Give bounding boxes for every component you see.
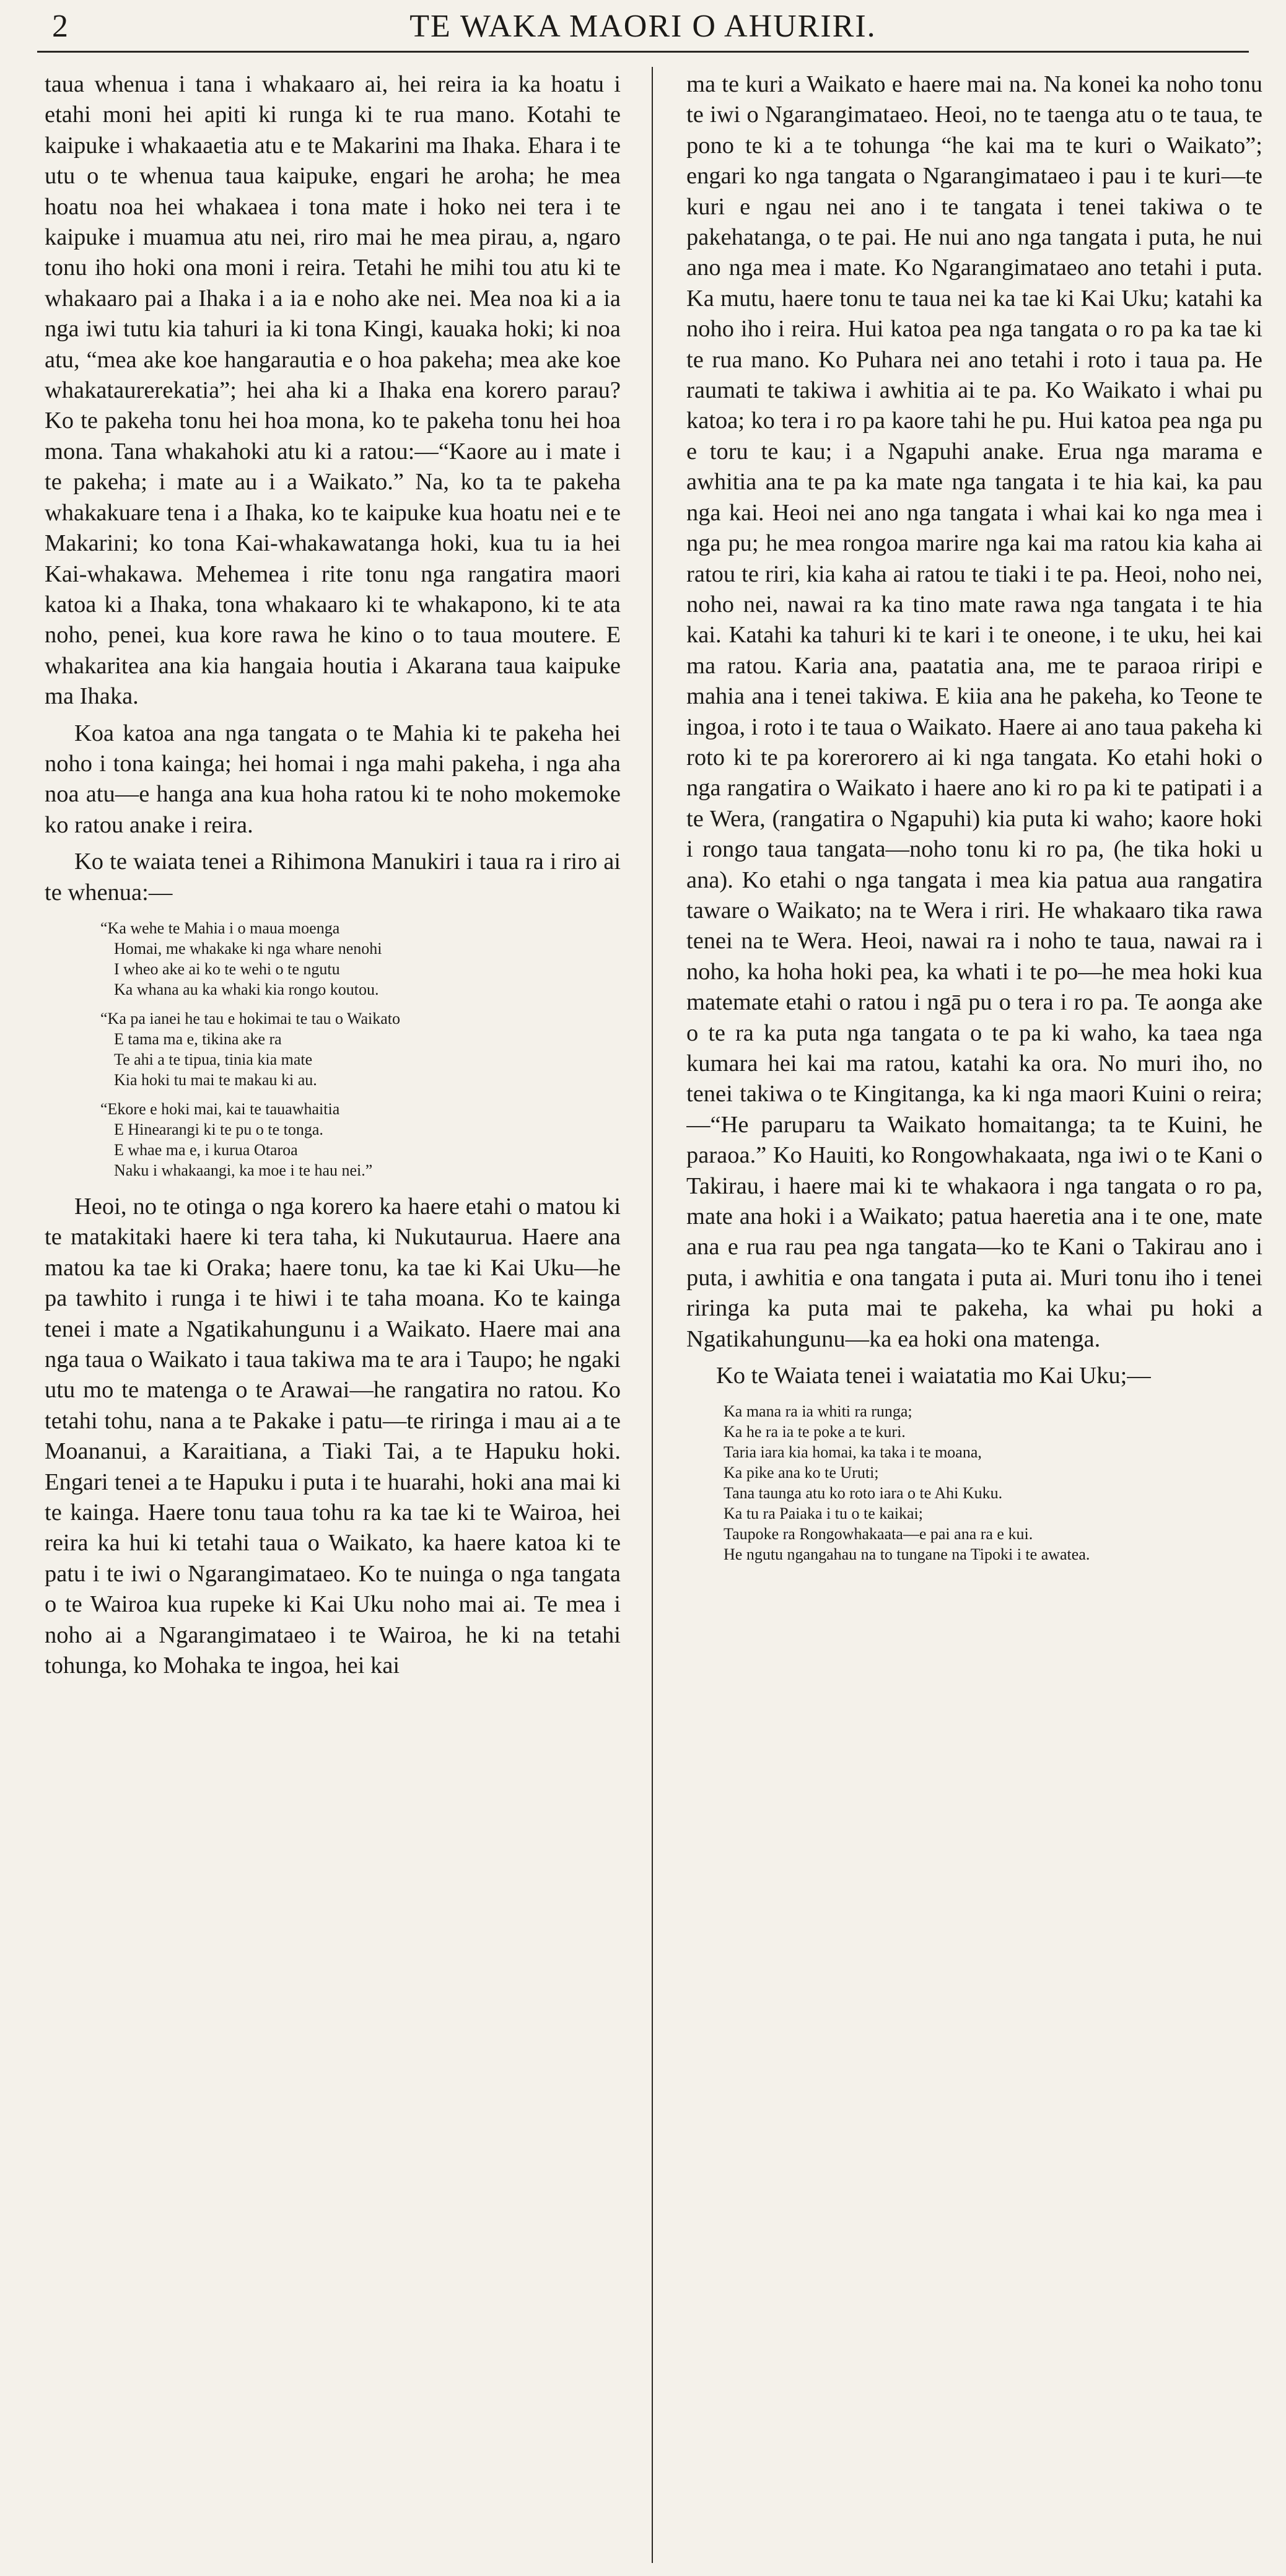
song-line: “Ekore e hoki mai, kai te tauawhaitia	[100, 1099, 340, 1118]
right-column	[686, 69, 1262, 2559]
article-paragraph: taua whenua i tana i whakaaro ai, hei reira ia ka hoatu i etahi moni hei apiti ki runga ki te rua mano. Kotahi te kaipuke i whakaaetia atu e te Makarini ma Ihaka. Ehara i te utu o te whenua taua kaipuke, engari he aroha; he mea hoatu noa hei whakaea i tona mate i hoko nei tera i te kaipuke i muamua atu nei, riro mai he mea pirau, a, ngaro tonu iho hoki ona moni i reira. Tetahi he mihi tou atu ki te whakaaro pai a Ihaka i a ia e noho ake nei. Mea noa ki a ia nga iwi tutu kia tahuri ia ki tona Kingi, kauaka hoki; ki noa atu, “mea ake koe hangarautia e o hoa pakeha; mea ake koe whakataurerekatia”; hei aha ki a Ihaka ena korero parau? Ko te pakeha tonu hei hoa mona, ko te pakeha tonu hei hoa mona. Tana whakahoki atu ki a ratou:—“Kaore au i mate i te pakeha; i mate au i a Waikato.” Na, ko ta te pakeha whakakuare tena i a Ihaka, ko te kaipuke kua hoatu nei e te Makarini; ko tona Kai-whakawatanga hoki, kua tu ia hei Kai-whakawa. Mehemea i rite tonu nga rangatira maori katoa ki a Ihaka, tona whakaaro ki te whakapono, ki te ata noho, penei, kua kore rawa he kino o to taua moutere. E whakaritea ana kia hangaia houtia i Akarana taua kaipuke ma Ihaka.	[45, 71, 621, 710]
left-column	[45, 69, 621, 2559]
song-line: Taupoke ra Rongowhakaata—e pai ana ra e kui.	[724, 1525, 1033, 1543]
column-divider	[652, 67, 653, 2563]
song-stanza	[100, 918, 621, 1000]
article-paragraph: Heoi, no te otinga o nga korero ka haere etahi o matou ki te matakitaki haere ki tera taha, ki Nukutaurua. Haere ana matou ka tae ki Oraka; haere tonu, ka tae ki Kai Uku—he pa tawhito i runga i te hiwi i te taha moana. Ko te kainga tenei i mate a Ngatikahungunu i a Waikato. Haere mai ana nga taua o Waikato i taua takiwa ma te ara i Taupo; he ngaki utu mo te matenga o te Arawai—he rangatira no ratou. Ko tetahi tohu, nana a te Pakake i patu—te riringa i mau ai a te Moananui, a Karaitiana, a Tiaki Tai, a te Hapuku hoki. Engari tenei a te Hapuku i puta i te huarahi, hoki ana mai ki te kainga. Haere tonu taua tohu ra ka tae ki te Wairoa, hei reira ka hui ki tetahi taua o Waikato, ka haere katoa ki te patu i te iwi o Ngarangimataeo. Ko te nuinga o nga tangata o te Wairoa kua rupeke ki Kai Uku noho mai ai. Te mea i noho ai a Ngarangimataeo i te Wairoa, he ki na tetahi tohunga, ko Mohaka te ingoa, hei kai	[45, 1193, 621, 1679]
song-line: I wheo ake ai ko te wehi o te ngutu	[114, 959, 340, 978]
article-paragraph: Koa katoa ana nga tangata o te Mahia ki te pakeha hei noho i tona kainga; hei homai i nga mahi pakeha, i nga aha noa atu—e hanga ana kua hoha ratou ki te noho mokemoke ko ratou anake i reira.	[45, 720, 621, 838]
song-line: E Hinearangi ki te pu o te tonga.	[114, 1120, 323, 1138]
song-line: Kia hoki tu mai te makau ki au.	[114, 1070, 317, 1089]
song-line: E tama ma e, tikina ake ra	[114, 1029, 282, 1048]
song-manukiri	[100, 918, 621, 1181]
song-line: E whae ma e, i kurua Otaroa	[114, 1140, 298, 1159]
article-paragraph: ma te kuri a Waikato e haere mai na. Na konei ka noho tonu te iwi o Ngarangimataeo. Heoi, no te taenga atu o te taua, te pono te ki a te tohunga “he kai ma te kuri o Waikato”; engari ko nga tangata o Ngarangimataeo i pau i te kuri—te kuri e ngau nei ano i te tangata i tenei takiwa o te pakehatanga, o te pai. He nui ano nga tangata i puta, he nui ano nga mea i mate. Ko Ngarangimataeo ano tetahi i puta. Ka mutu, haere tonu te taua nei ka tae ki Kai Uku; katahi ka noho iho i reira. Hui katoa pea nga tangata o ro pa ka tae ki te rua mano. Ko Puhara nei ano tetahi i roto i taua pa. He raumati te takiwa i awhitia ai te pa. Ko Waikato i whai pu katoa; ko tera i ro pa kaore tahi he pu. Hui katoa pea nga pu e toru te kau; i a Ngapuhi anake. Erua nga marama e awhitia ana te pa ka mate nga tangata i te hia kai, ka pau nga kai. Heoi nei ano nga tangata i whai kai ko nga mea i nga pu; he mea rongoa marire nga kai ma ratou kia kaha ai ratou te riri, kia kaha ai ratou te tiaki i te pa. Heoi, noho nei, noho nei, nawai ra ka tino mate rawa nga tangata i te hia kai. Katahi ka tahuri ki te kari i te oneone, i te uku, hei kai ma ratou. Karia ana, paatatia ana, me te paraoa riripi e mahia ana i tenei takiwa. E kiia ana he pakeha, ko Teone te ingoa, i roto i te taua o Waikato. Haere ai ano taua pakeha ki roto ki te pa korerorero ai ki nga tangata. Ko etahi hoki o nga rangatira o Waikato i haere ano ki ro pa ki te patipati i a te Wera, (rangatira o Ngapuhi) kia puta ki waho; kaore hoki i rongo taua tangata—noho tonu ki ro pa, (he tika hoki u ana). Ko etahi o nga tangata i mea kia patua aua rangatira taware o Waikato; na te Wera i riri. He whakaaro tika rawa tenei na te Wera. Heoi, nawai ra i noho te taua, nawai ra i noho, ka hoha hoki pea, ka whati i te po—he mea hoki kua matemate etahi o ratou i ngā pu o tera i ro pa. Te aonga ake o te ra ka puta nga tangata o te pa ki waho, ka taea nga kumara hei kai ma ratou, katahi ka ora. No muri iho, no tenei takiwa o te Kingitanga, ka ki nga maori Kuini o reira;—“He paruparu ta Waikato homaitanga; ta te Kuini, he paraoa.” Ko Hauiti, ko Rongowhakaata, nga iwi o te Kani o Takirau, i haere mai ki te whakaora i nga tangata o ro pa, mate ana hoki i a Waikato; patua haeretia ana i te one, mate ana e rua rau pea nga tangata—ko te Kani o Takirau ano i puta, i awhitia e ona tangata i puta ai. Muri tonu iho i tenei riringa ka puta mai te pakeha, ka whai pu hoki a Ngatikahungunu—ka ea hoki ona matenga.	[686, 71, 1262, 1352]
song-line: Taria iara kia homai, ka taka i te moana,	[724, 1443, 982, 1462]
song-line: Ka mana ra ia whiti ra runga;	[724, 1402, 912, 1421]
song-line: Tana taunga atu ko roto iara o te Ahi Kuku.	[724, 1484, 1003, 1503]
running-header	[37, 5, 1249, 53]
song-line: Ka he ra ia te poke a te kuri.	[724, 1423, 906, 1441]
song-line: Te ahi a te tipua, tinia kia mate	[114, 1050, 313, 1068]
page-number: 2	[52, 9, 68, 44]
journal-title: TE WAKA MAORI O AHURIRI.	[409, 9, 877, 44]
song-line: Ka pike ana ko te Uruti;	[724, 1464, 879, 1482]
song-line: Naku i whakaangi, ka moe i te hau nei.”	[114, 1161, 373, 1179]
song-line: Ka whana au ka whaki kia rongo koutou.	[114, 980, 379, 998]
song-stanza	[100, 1099, 621, 1181]
song-stanza	[724, 1401, 1262, 1565]
song-line: He ngutu ngangahau na to tungane na Tipoki i te awatea.	[724, 1545, 1090, 1564]
song-line: Ka tu ra Paiaka i tu o te kaikai;	[724, 1504, 924, 1523]
song-kai-uku	[724, 1401, 1262, 1565]
song-line: Homai, me whakake ki nga whare nenohi	[114, 939, 382, 958]
song-line: “Ka wehe te Mahia i o maua moenga	[100, 919, 340, 937]
song-intro: Ko te waiata tenei a Rihimona Manukiri i taua ra i riro ai te whenua:—	[45, 849, 621, 906]
song-intro: Ko te Waiata tenei i waiatatia mo Kai Uku;—	[716, 1363, 1151, 1389]
song-line: “Ka pa ianei he tau e hokimai te tau o Waikato	[100, 1009, 401, 1028]
song-stanza	[100, 1008, 621, 1090]
